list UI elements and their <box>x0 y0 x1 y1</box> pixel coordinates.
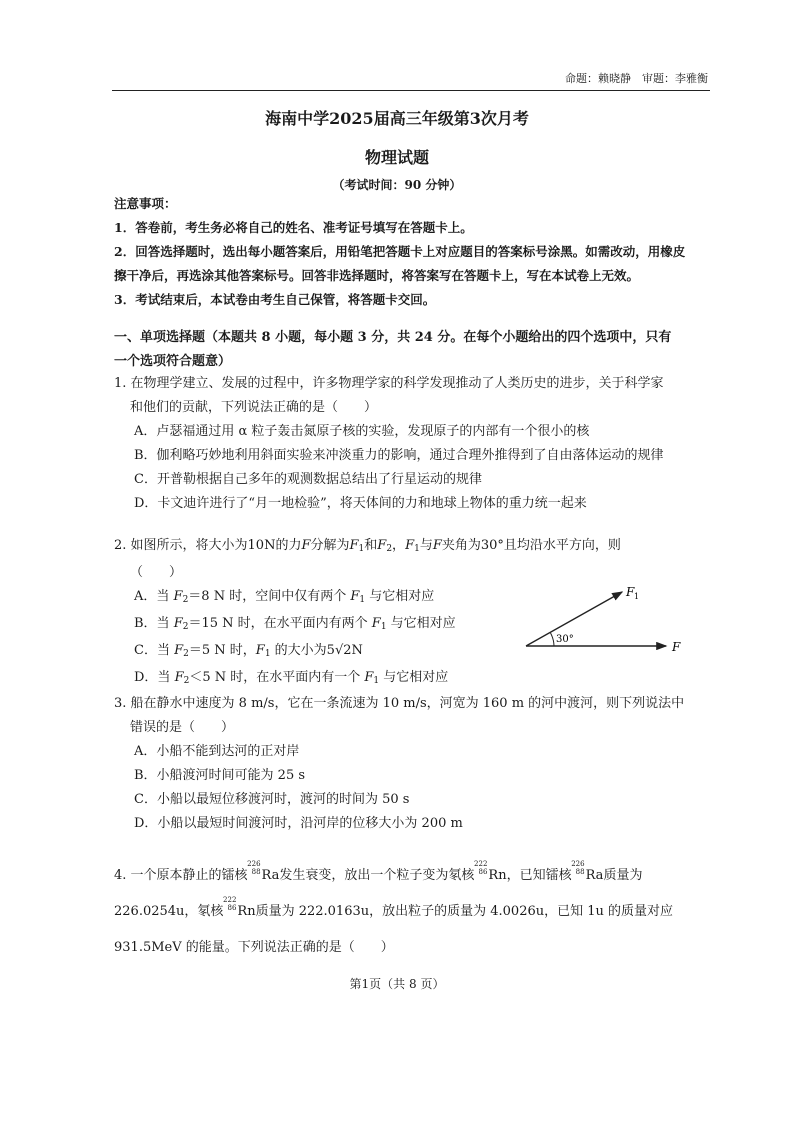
option-c: C．开普勒根据自己多年的观测数据总结出了行星运动的规律 <box>134 472 482 487</box>
angle-arc <box>551 633 555 646</box>
notice-item: 2．回答选择题时，选出每小题答案后，用铅笔把答题卡上对应题目的答案标号涂黑。如需改动，用橡皮 <box>114 244 686 259</box>
radium-isotope: 226 88 <box>247 860 261 876</box>
notice-section <box>114 192 694 312</box>
notice-item: 3．考试结束后，本试卷由考生自己保管，将答题卡交回。 <box>114 292 436 307</box>
question-stem: 4. 一个原本静止的镭核 226 88 Ra发生衰变，放出一个粒子变为氡核 222 86 Rn，已知镭核 226 88 Ra质量为 <box>114 860 643 883</box>
section-heading <box>114 326 694 374</box>
force-symbol: F <box>405 538 415 553</box>
stem-text: 夹角为30°且均沿水平方向，则 <box>441 538 621 553</box>
radon-isotope: 222 86 <box>474 860 488 876</box>
header-divider <box>112 90 710 91</box>
option-d: D．卡文迪许进行了“月一地检验”，将天体间的力和地球上物体的重力统一起来 <box>134 496 587 511</box>
question-1 <box>114 372 689 516</box>
force-symbol: F <box>301 538 311 553</box>
option-b: B．当 $F_2=15$ N 时，在水平面内有两个 $F_1$ 与它相对应 <box>134 616 456 632</box>
option-b: B．伽利略巧妙地利用斜面实验来冲淡重力的影响，通过合理外推得到了自由落体运动的规律 <box>134 448 664 463</box>
stem-text: 2. 如图所示，将大小为10N的力 <box>114 538 302 553</box>
option-a: A．当 $F_2=8$ N 时，空间中仅有两个 $F_1$ 与它相对应 <box>134 589 435 605</box>
subscript: 1 <box>414 544 420 554</box>
exam-title: 海南中学2025届高三年级第3次月考 <box>265 109 529 128</box>
question-4 <box>114 858 689 966</box>
notice-item: 擦干净后，再选涂其他答案标号。回答非选择题时，将答案写在答题卡上，写在本试卷上无效。 <box>114 268 640 283</box>
subscript: 1 <box>358 544 365 554</box>
stem-text: 和 <box>364 538 378 553</box>
force-symbol: F <box>377 538 387 553</box>
option-a: A．卢瑟福通过用 α 粒子轰击氮原子核的实验，发现原子的内部有一个很小的核 <box>134 424 590 439</box>
section-heading-line: 一、单项选择题（本题共 8 小题，每小题 3 分，共 24 分。在每个小题给出的四个选项中，只有 <box>114 330 672 345</box>
f1-label-subscript: 1 <box>634 592 640 601</box>
subscript: 2 <box>386 544 393 554</box>
question-stem: 错误的是（ ） <box>130 720 235 735</box>
f-label: F <box>672 640 681 654</box>
radium-isotope: 226 88 <box>571 860 585 876</box>
option-c: C．当 $F_2=5$ N 时，$F_1$ 的大小为5√2N <box>134 643 363 659</box>
option-c: C．小船以最短位移渡河时，渡河的时间为 50 s <box>134 792 410 807</box>
question-stem <box>114 534 689 561</box>
force-f1-arrow <box>526 592 622 646</box>
notice-heading: 注意事项： <box>114 196 177 211</box>
subject-title: 物理试题 <box>364 148 429 167</box>
option-d: D．小船以最短时间渡河时，沿河岸的位移大小为 200 m <box>134 816 463 831</box>
radon-isotope: 222 86 <box>223 896 237 912</box>
force-diagram <box>520 578 690 658</box>
question-stem: 和他们的贡献，下列说法正确的是（ ） <box>130 400 378 415</box>
stem-text: 分解为 <box>310 538 350 553</box>
stem-text: ， <box>392 538 406 553</box>
exam-duration: （考试时间：90 分钟） <box>332 178 462 192</box>
answer-blank: （ ） <box>130 565 183 580</box>
question-3 <box>114 692 689 836</box>
question-stem: 3. 船在静水中速度为 8 m/s，它在一条流速为 10 m/s，河宽为 160 m 的河中渡河，则下列说法中 <box>114 696 685 711</box>
option-a: A．小船不能到达河的正对岸 <box>134 744 300 759</box>
notice-item: 1．答卷前，考生务必将自己的姓名、准考证号填写在答题卡上。 <box>114 220 473 235</box>
angle-label: 30° <box>556 634 574 645</box>
option-b: B．小船渡河时间可能为 25 s <box>134 768 306 783</box>
stem-text: 与 <box>419 538 433 553</box>
question-stem: 1. 在物理学建立、发展的过程中，许多物理学家的科学发现推动了人类历史的进步，关于科学家 <box>114 376 664 391</box>
f1-label: F <box>626 585 635 599</box>
force-symbol: F <box>432 538 442 553</box>
header-authors: 命题：赖晓静 审题：李雅衡 <box>565 72 708 85</box>
question-stem: 931.5MeV 的能量。下列说法正确的是（ ） <box>114 940 394 955</box>
force-symbol: F <box>349 538 359 553</box>
question-stem: 226.0254u，氡核 222 86 Rn质量为 222.0163u，放出粒子的质量为 4.0026u，已知 1u 的质量对应 <box>114 896 674 919</box>
section-heading-line: 一个选项符合题意） <box>114 354 232 369</box>
option-d: D．当 $F_2<5$ N 时，在水平面内有一个 $F_1$ 与它相对应 <box>134 670 449 686</box>
page-number: 第1页（共 8 页） <box>349 977 445 991</box>
